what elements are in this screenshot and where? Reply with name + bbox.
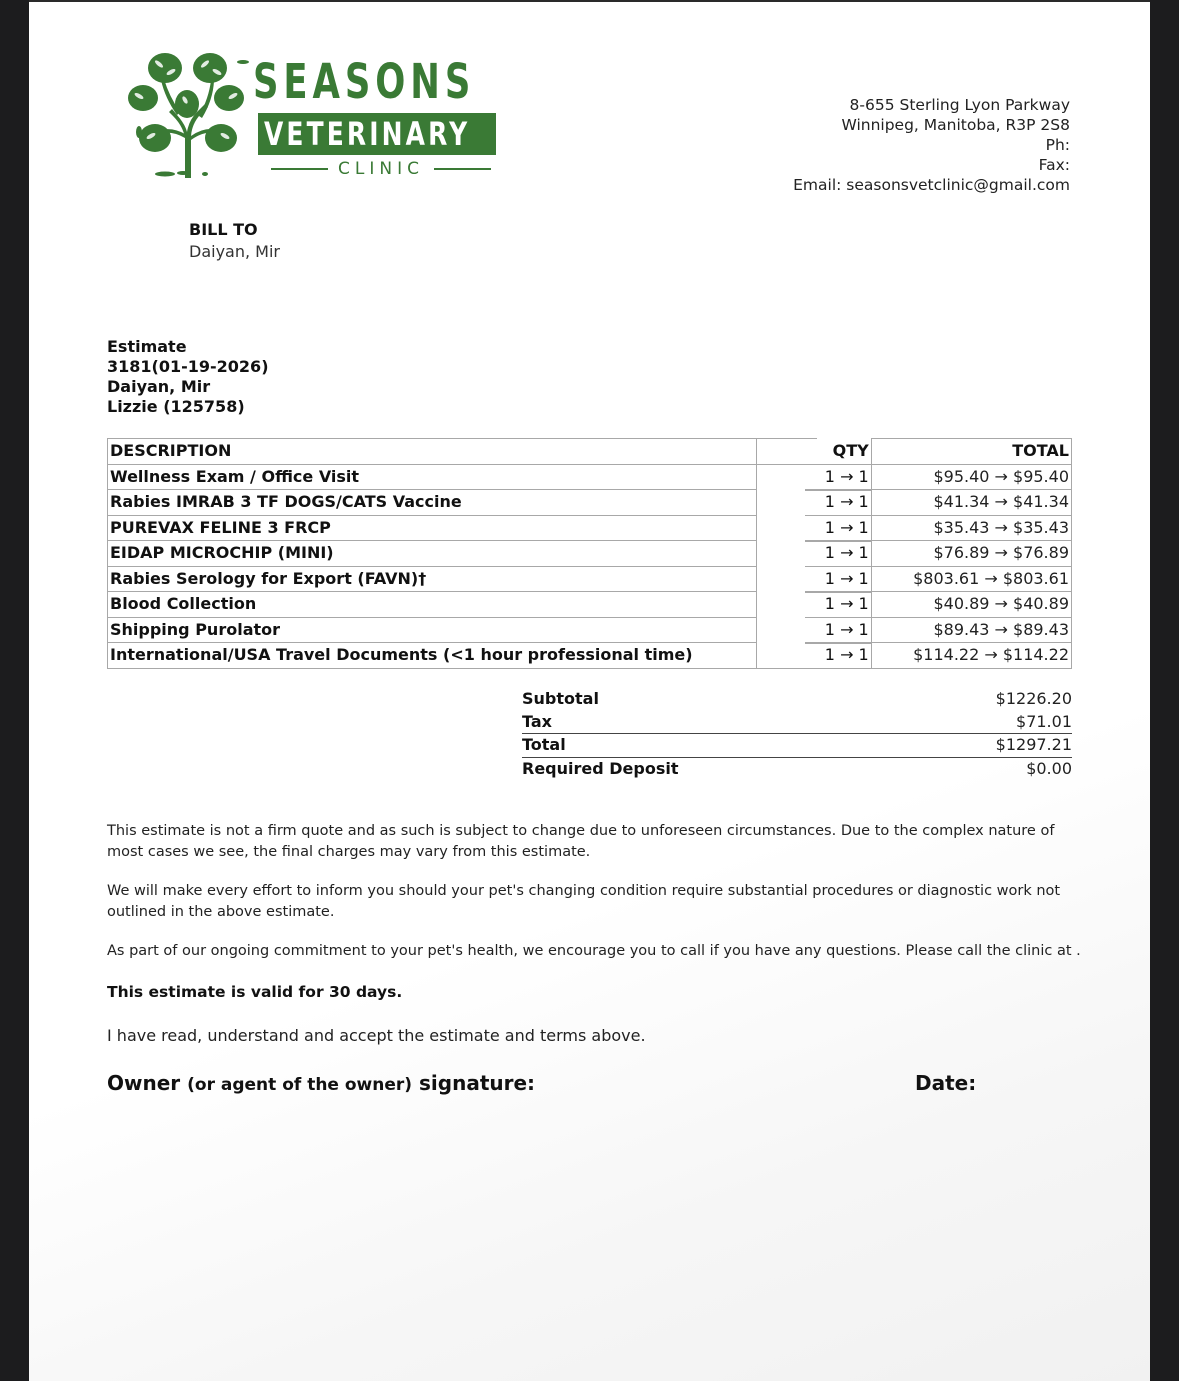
row-total: $803.61 → $803.61	[871, 566, 1071, 592]
fax-line: Fax:	[1038, 156, 1070, 174]
row-qty: 1 → 1	[757, 541, 872, 567]
estimate-label: Estimate	[107, 337, 187, 356]
date-label: Date:	[915, 1071, 977, 1095]
logo-veterinary-text: VETERINARY	[264, 115, 471, 153]
tax-row	[522, 711, 1072, 735]
phone-line: Ph:	[1045, 136, 1070, 154]
row-description: PUREVAX FELINE 3 FRCP	[108, 515, 757, 541]
line-items-table	[107, 438, 1072, 669]
subtotal-label: Subtotal	[522, 689, 599, 708]
total-value: $1297.21	[995, 735, 1072, 754]
row-total: $76.89 → $76.89	[871, 541, 1071, 567]
tree-icon	[125, 46, 250, 184]
table-header-row	[108, 439, 1072, 465]
row-description: EIDAP MICROCHIP (MINI)	[108, 541, 757, 567]
row-qty: 1 → 1	[757, 592, 872, 618]
logo-seasons-text: SEASONS	[253, 54, 476, 110]
signature-word: signature:	[419, 1071, 536, 1095]
row-total: $95.40 → $95.40	[871, 464, 1071, 490]
row-qty: 1 → 1	[757, 617, 872, 643]
total-label: Total	[522, 735, 566, 754]
table-row	[108, 490, 1072, 516]
signature-agent: (or agent of the owner)	[187, 1075, 413, 1095]
terms-paragraph-1: This estimate is not a firm quote and as such is subject to change due to unforeseen circumstances. Due to the complex nature of most cases we see, the final charges may vary from this estimate.	[107, 823, 1055, 860]
terms-paragraph-2: We will make every effort to inform you should your pet's changing condition require substantial procedures or diagnostic work not outlined in the above estimate.	[107, 883, 1061, 920]
deposit-row	[522, 758, 1072, 781]
table-row	[108, 464, 1072, 490]
row-total: $89.43 → $89.43	[871, 617, 1071, 643]
row-qty: 1 → 1	[757, 490, 872, 516]
row-description: Blood Collection	[108, 592, 757, 618]
table-row	[108, 515, 1072, 541]
deposit-label: Required Deposit	[522, 758, 679, 778]
header-description: DESCRIPTION	[108, 439, 757, 465]
subtotal-value: $1226.20	[995, 689, 1072, 708]
row-total: $40.89 → $40.89	[871, 592, 1071, 618]
clinic-logo	[125, 46, 501, 186]
table-row	[108, 541, 1072, 567]
total-row	[522, 734, 1072, 758]
validity-notice: This estimate is valid for 30 days.	[107, 983, 403, 1001]
estimate-number-date: 3181(01-19-2026)	[107, 357, 269, 376]
tax-value: $71.01	[1016, 711, 1072, 731]
row-qty: 1 → 1	[757, 643, 872, 669]
row-qty: 1 → 1	[757, 464, 872, 490]
row-description: Rabies Serology for Export (FAVN)†	[108, 566, 757, 592]
estimate-document	[29, 2, 1150, 1381]
email-line: Email: seasonsvetclinic@gmail.com	[793, 176, 1070, 194]
signature-label	[107, 1071, 535, 1095]
bill-to-heading: BILL TO	[189, 220, 258, 239]
row-description: Shipping Purolator	[108, 617, 757, 643]
logo-clinic-text: CLINIC	[338, 159, 424, 179]
tax-label: Tax	[522, 711, 552, 731]
clinic-address	[793, 95, 1070, 195]
table-row	[108, 643, 1072, 669]
row-qty: 1 → 1	[757, 566, 872, 592]
totals-summary	[522, 688, 1072, 780]
table-row	[108, 566, 1072, 592]
row-total: $41.34 → $41.34	[871, 490, 1071, 516]
logo-clinic-line	[271, 158, 491, 180]
row-total: $114.22 → $114.22	[871, 643, 1071, 669]
terms-paragraph-3: As part of our ongoing commitment to your pet's health, we encourage you to call if you have any questions. Please call the clinic at .	[107, 943, 1081, 959]
header-qty: QTY	[757, 439, 872, 465]
address-line-2: Winnipeg, Manitoba, R3P 2S8	[841, 116, 1070, 134]
table-row	[108, 617, 1072, 643]
row-description: International/USA Travel Documents (<1 hour professional time)	[108, 643, 757, 669]
address-line-1: 8-655 Sterling Lyon Parkway	[849, 96, 1070, 114]
table-row	[108, 592, 1072, 618]
estimate-client: Daiyan, Mir	[107, 377, 211, 396]
row-description: Rabies IMRAB 3 TF DOGS/CATS Vaccine	[108, 490, 757, 516]
bill-to	[189, 219, 280, 263]
row-qty: 1 → 1	[757, 515, 872, 541]
logo-rule-left	[271, 168, 328, 170]
estimate-patient: Lizzie (125758)	[107, 397, 245, 416]
signature-owner: Owner	[107, 1071, 181, 1095]
estimate-info	[107, 337, 269, 417]
deposit-value: $0.00	[1026, 758, 1072, 778]
header-total: TOTAL	[871, 439, 1071, 465]
row-total: $35.43 → $35.43	[871, 515, 1071, 541]
bill-to-name: Daiyan, Mir	[189, 242, 280, 261]
row-description: Wellness Exam / Office Visit	[108, 464, 757, 490]
subtotal-row	[522, 688, 1072, 711]
logo-rule-right	[434, 168, 491, 170]
acceptance-statement: I have read, understand and accept the estimate and terms above.	[107, 1026, 646, 1045]
